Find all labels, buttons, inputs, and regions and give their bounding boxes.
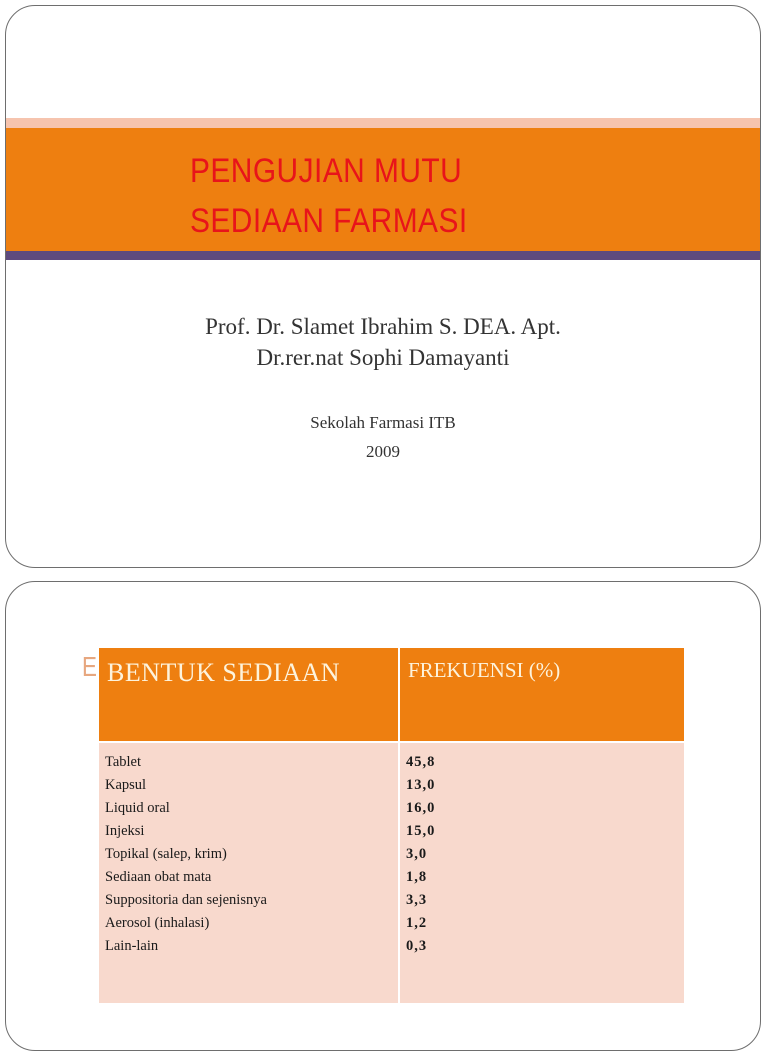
table-cell-form: Tablet	[105, 754, 142, 770]
title-line-1: PENGUJIAN MUTU	[190, 152, 463, 190]
table-cell-form: Lain-lain	[105, 938, 159, 954]
authors	[6, 311, 760, 373]
table-body-row	[98, 742, 685, 1004]
header-bentuk-sediaan: BENTUK SEDIAAN	[98, 648, 399, 742]
affiliation	[6, 408, 760, 466]
accent-band-purple	[6, 251, 760, 260]
table-cell-form: Kapsul	[105, 777, 147, 793]
table-cell-freq: 13,0	[406, 777, 436, 793]
table-cell-form: Injeksi	[105, 823, 145, 839]
table-slide	[5, 581, 761, 1051]
table-cell-freq: 3,0	[406, 846, 428, 862]
accent-band-pink	[6, 118, 760, 128]
author-2: Dr.rer.nat Sophi Damayanti	[256, 345, 510, 370]
header-frekuensi: FREKUENSI (%)	[399, 648, 685, 742]
dosage-form-frequency-table	[97, 648, 686, 1005]
author-1: Prof. Dr. Slamet Ibrahim S. DEA. Apt.	[205, 314, 561, 339]
hidden-title-fragment: E	[82, 651, 97, 682]
year: 2009	[366, 442, 400, 461]
table-cell-freq: 15,0	[406, 823, 436, 839]
table-cell-freq: 0,3	[406, 938, 428, 954]
slide-title	[190, 146, 468, 246]
institution: Sekolah Farmasi ITB	[310, 413, 456, 432]
table-cell-form: Suppositoria dan sejenisnya	[105, 892, 267, 908]
frequency-column	[399, 742, 685, 1004]
table-cell-freq: 1,8	[406, 869, 428, 885]
form-column	[98, 742, 399, 1004]
title-slide	[5, 5, 761, 568]
table-cell-freq: 45,8	[406, 754, 436, 770]
title-line-2: SEDIAAN FARMASI	[190, 202, 468, 240]
table-cell-form: Aerosol (inhalasi)	[105, 915, 210, 931]
table-cell-form: Liquid oral	[105, 800, 170, 816]
table-cell-freq: 16,0	[406, 800, 436, 816]
table-cell-form: Sediaan obat mata	[105, 869, 212, 885]
table-cell-freq: 1,2	[406, 915, 428, 931]
table-header-row	[98, 648, 685, 742]
table-cell-freq: 3,3	[406, 892, 428, 908]
table-cell-form: Topikal (salep, krim)	[105, 846, 227, 862]
